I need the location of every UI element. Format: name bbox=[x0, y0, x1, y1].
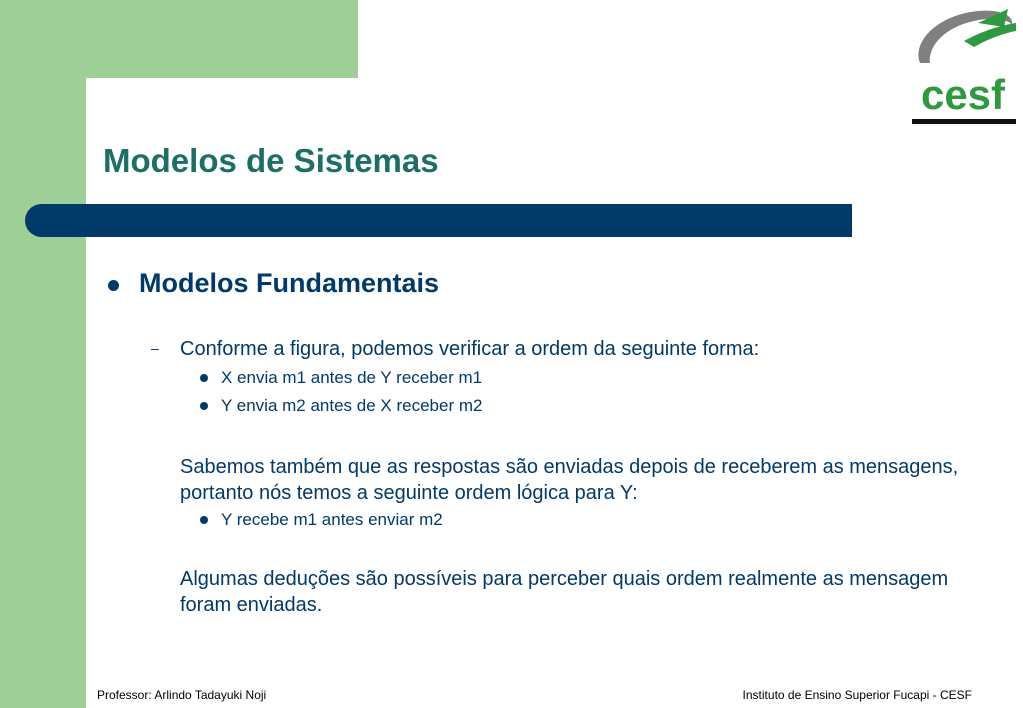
bullet-icon bbox=[108, 280, 119, 291]
paragraph-deductions: Algumas deduções são possíveis para perceber quais ordem realmente as mensagem foram enviadas. bbox=[180, 568, 949, 616]
logo-wordmark: cesf bbox=[920, 71, 1006, 118]
footer-professor: Professor: Arlindo Tadayuki Noji bbox=[97, 688, 267, 702]
footer-institution: Instituto de Ensino Superior Fucapi - CESF bbox=[742, 688, 972, 702]
top-green-band bbox=[0, 0, 358, 78]
bullet-icon bbox=[200, 516, 208, 524]
bullet-icon bbox=[200, 402, 208, 410]
slide-title: Modelos de Sistemas bbox=[103, 142, 439, 179]
list-item: X envia m1 antes de Y receber m1 bbox=[221, 368, 483, 387]
section-heading: Modelos Fundamentais bbox=[139, 268, 440, 298]
left-green-band bbox=[0, 0, 86, 708]
cesf-logo bbox=[908, 1, 1018, 125]
list-item: Y recebe m1 antes enviar m2 bbox=[221, 510, 443, 529]
title-underline-bar bbox=[25, 204, 852, 237]
bullet-icon bbox=[200, 374, 208, 382]
list-item: Y envia m2 antes de X receber m2 bbox=[221, 396, 483, 415]
paragraph-responses: Sabemos também que as respostas são enviadas depois de receberem as mensagens, portanto nós temos a seguinte ordem lógica para Y: bbox=[180, 456, 959, 504]
intro-text: Conforme a figura, podemos verificar a ordem da seguinte forma: bbox=[180, 338, 760, 360]
dash-bullet-icon: – bbox=[151, 340, 159, 356]
